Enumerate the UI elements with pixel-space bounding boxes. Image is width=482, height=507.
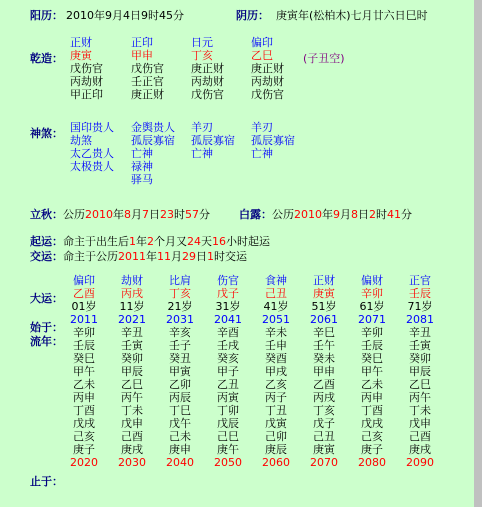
shensha-item: 驿马 (131, 173, 153, 186)
shisui-label: 始于： (30, 321, 63, 334)
jiaoyun-year: 2011 (118, 250, 146, 263)
liunian-item: 乙酉 (313, 378, 335, 391)
qiyun-years: 1 (129, 235, 136, 248)
liunian-item: 辛卯 (361, 326, 383, 339)
shensha-item: 亡神 (191, 147, 213, 160)
dayun-end: 2050 (214, 456, 242, 469)
bailu-label: 白露： (239, 208, 272, 221)
qiyun-hours: 16 (212, 235, 226, 248)
text: 公历 (272, 208, 294, 221)
dayun-stem: 戊子 (217, 287, 239, 300)
bailu-min: 41 (387, 208, 401, 221)
liunian-item: 癸巳 (361, 352, 383, 365)
text: 日 (358, 208, 369, 221)
pillar-hidden: 戊伤官 (191, 88, 224, 101)
dayun-god: 偏财 (361, 274, 383, 287)
pillar-column (131, 36, 164, 101)
dayun-end: 2070 (310, 456, 338, 469)
pillar-hidden: 戊伤官 (131, 62, 164, 75)
dayun-label: 大运： (30, 292, 63, 305)
dayun-column (110, 274, 154, 469)
jiaoyun-day: 29 (182, 250, 196, 263)
liunian-item: 庚戌 (409, 443, 431, 456)
liunian-item: 甲寅 (169, 365, 191, 378)
liunian-item: 癸卯 (409, 352, 431, 365)
liunian-item: 戊午 (169, 417, 191, 430)
liunian-item: 庚午 (217, 443, 239, 456)
liqiu-min: 57 (185, 208, 199, 221)
text: 天 (201, 235, 212, 248)
liunian-item: 丁未 (121, 404, 143, 417)
scrollbar[interactable] (474, 0, 482, 507)
dayun-stem: 庚寅 (313, 287, 335, 300)
liunian-item: 丙子 (265, 391, 287, 404)
text: 时交运 (214, 250, 247, 263)
liunian-label: 流年： (30, 335, 63, 348)
qiyun-days: 24 (187, 235, 201, 248)
text: 日 (149, 208, 160, 221)
dayun-god: 正财 (313, 274, 335, 287)
pillar-hidden: 庚正财 (131, 88, 164, 101)
text: 时 (174, 208, 185, 221)
liunian-item: 乙亥 (265, 378, 287, 391)
text: 分 (199, 208, 210, 221)
dayun-column (62, 274, 106, 469)
liunian-item: 庚子 (361, 443, 383, 456)
liunian-item: 乙卯 (169, 378, 191, 391)
shensha-label: 神煞： (30, 127, 63, 140)
dayun-stem: 丁亥 (169, 287, 191, 300)
liqiu-day: 7 (142, 208, 149, 221)
dayun-column (254, 274, 298, 469)
liunian-item: 癸未 (313, 352, 335, 365)
text: 分 (401, 208, 412, 221)
dayun-column (350, 274, 394, 469)
dayun-age: 61岁 (359, 300, 385, 313)
dayun-age: 11岁 (119, 300, 145, 313)
liunian-item: 己亥 (73, 430, 95, 443)
liqiu-row (30, 206, 210, 222)
liunian-item: 壬寅 (409, 339, 431, 352)
liunian-item: 丙戌 (313, 391, 335, 404)
pillar-hidden: 戊伤官 (251, 88, 284, 101)
liunian-item: 丙申 (361, 391, 383, 404)
dayun-end: 2090 (406, 456, 434, 469)
dayun-stem: 己丑 (265, 287, 287, 300)
pillar-hidden: 丙劫财 (70, 75, 103, 88)
shensha-item: 孤辰寡宿 (131, 134, 175, 147)
liunian-item: 丙辰 (169, 391, 191, 404)
text: 命主于公历 (63, 250, 118, 263)
pillar-hidden: 丙劫财 (191, 75, 224, 88)
pillar-stem: 丁亥 (191, 49, 213, 62)
dayun-god: 正官 (409, 274, 431, 287)
text: 公历 (63, 208, 85, 221)
dayun-god: 食神 (265, 274, 287, 287)
text: 月 (340, 208, 351, 221)
liunian-item: 壬午 (313, 339, 335, 352)
liunian-item: 辛卯 (73, 326, 95, 339)
zhiyu-label: 止于： (30, 475, 63, 488)
pillar-god: 正财 (70, 36, 92, 49)
liunian-item: 己酉 (121, 430, 143, 443)
shensha-item: 羊刃 (251, 121, 273, 134)
shensha-item: 劫煞 (70, 134, 92, 147)
liunian-item: 甲辰 (409, 365, 431, 378)
shensha-item: 孤辰寡宿 (251, 134, 295, 147)
dayun-column (302, 274, 346, 469)
dayun-start: 2031 (166, 313, 194, 326)
shensha-item: 国印贵人 (70, 121, 114, 134)
liunian-item: 丁卯 (217, 404, 239, 417)
qiyun-label: 起运： (30, 235, 63, 248)
liunian-item: 辛巳 (313, 326, 335, 339)
dayun-stem: 壬辰 (409, 287, 431, 300)
liunian-item: 庚戌 (121, 443, 143, 456)
pillar-hidden: 戊伤官 (70, 62, 103, 75)
liunian-item: 戊戌 (73, 417, 95, 430)
liunian-item: 庚申 (169, 443, 191, 456)
bailu-year: 2010 (294, 208, 322, 221)
qiyun-row (30, 233, 270, 249)
lunar-label: 阴历： (236, 9, 269, 22)
dayun-age: 41岁 (263, 300, 289, 313)
jiaoyun-row (30, 248, 247, 264)
dayun-column (206, 274, 250, 469)
lunar-value: 庚寅年(松柏木)七月廿六日巳时 (276, 9, 428, 22)
liunian-item: 戊辰 (217, 417, 239, 430)
dayun-stem: 丙戌 (121, 287, 143, 300)
shensha-item: 亡神 (131, 147, 153, 160)
liunian-item: 戊寅 (265, 417, 287, 430)
text: 命主于出生后 (63, 235, 129, 248)
dayun-age: 31岁 (215, 300, 241, 313)
pillar-god: 正印 (131, 36, 153, 49)
shensha-item: 羊刃 (191, 121, 213, 134)
liunian-item: 甲辰 (121, 365, 143, 378)
dayun-god: 比肩 (169, 274, 191, 287)
dayun-age: 51岁 (311, 300, 337, 313)
pillar-hidden: 壬正官 (131, 75, 164, 88)
liunian-item: 丁酉 (361, 404, 383, 417)
pillar-stem: 甲申 (131, 49, 153, 62)
pillar-hidden: 甲正印 (70, 88, 103, 101)
dayun-stem: 乙酉 (73, 287, 95, 300)
liunian-item: 己亥 (361, 430, 383, 443)
liunian-item: 丙申 (73, 391, 95, 404)
liunian-item: 甲午 (73, 365, 95, 378)
liunian-item: 癸巳 (73, 352, 95, 365)
text: 个月又 (154, 235, 187, 248)
text: 年 (146, 250, 157, 263)
liqiu-month: 8 (124, 208, 131, 221)
liunian-item: 丙午 (121, 391, 143, 404)
liunian-item: 癸丑 (169, 352, 191, 365)
liunian-item: 戊申 (121, 417, 143, 430)
liunian-item: 丁未 (409, 404, 431, 417)
dayun-end: 2020 (70, 456, 98, 469)
liunian-item: 甲戌 (265, 365, 287, 378)
liunian-item: 辛亥 (169, 326, 191, 339)
liunian-item: 癸卯 (121, 352, 143, 365)
dayun-age: 71岁 (407, 300, 433, 313)
liunian-item: 丁亥 (313, 404, 335, 417)
dayun-start: 2061 (310, 313, 338, 326)
pillar-column (191, 36, 224, 101)
liunian-item: 甲午 (361, 365, 383, 378)
shensha-item: 太乙贵人 (70, 147, 114, 160)
dayun-god: 偏印 (73, 274, 95, 287)
text: 小时起运 (226, 235, 270, 248)
pillar-god: 偏印 (251, 36, 273, 49)
dayun-start: 2011 (70, 313, 98, 326)
shensha-item: 亡神 (251, 147, 273, 160)
pillar-hidden: 丙劫财 (251, 75, 284, 88)
dayun-start: 2051 (262, 313, 290, 326)
liunian-item: 辛未 (265, 326, 287, 339)
pillar-god: 日元 (191, 36, 213, 49)
shensha-column (131, 121, 175, 186)
liunian-item: 己丑 (313, 430, 335, 443)
bailu-hour: 2 (369, 208, 376, 221)
shensha-item: 禄神 (131, 160, 153, 173)
liunian-item: 丙午 (409, 391, 431, 404)
dayun-start: 2021 (118, 313, 146, 326)
kongwang: (子丑空) (303, 52, 345, 65)
liunian-item: 甲申 (313, 365, 335, 378)
qiyun-months: 2 (147, 235, 154, 248)
text: 时 (376, 208, 387, 221)
dayun-end: 2080 (358, 456, 386, 469)
liunian-item: 辛丑 (409, 326, 431, 339)
liunian-item: 戊子 (313, 417, 335, 430)
shensha-item: 孤辰寡宿 (191, 134, 235, 147)
dayun-end: 2040 (166, 456, 194, 469)
liunian-item: 己巳 (217, 430, 239, 443)
liunian-item: 乙巳 (409, 378, 431, 391)
dayun-god: 伤官 (217, 274, 239, 287)
liunian-item: 戊申 (409, 417, 431, 430)
header-bar (0, 0, 482, 28)
liunian-item: 辛酉 (217, 326, 239, 339)
qianzao-label: 乾造： (30, 52, 63, 65)
shensha-item: 太极贵人 (70, 160, 114, 173)
liunian-item: 壬子 (169, 339, 191, 352)
dayun-end: 2030 (118, 456, 146, 469)
dayun-start: 2071 (358, 313, 386, 326)
pillar-stem: 庚寅 (70, 49, 92, 62)
text: 年 (322, 208, 333, 221)
pillar-hidden: 庚正财 (191, 62, 224, 75)
shensha-column (70, 121, 114, 173)
liqiu-year: 2010 (85, 208, 113, 221)
dayun-stem: 辛卯 (361, 287, 383, 300)
liunian-item: 戊戌 (361, 417, 383, 430)
liunian-item: 壬辰 (73, 339, 95, 352)
liunian-item: 己卯 (265, 430, 287, 443)
solar-label: 阳历： (30, 9, 63, 22)
liunian-item: 丁巳 (169, 404, 191, 417)
text: 日 (196, 250, 207, 263)
dayun-column (398, 274, 442, 469)
dayun-column (158, 274, 202, 469)
pillar-column (251, 36, 284, 101)
liunian-item: 壬寅 (121, 339, 143, 352)
pillar-column (70, 36, 103, 101)
shensha-column (191, 121, 235, 160)
jiaoyun-month: 11 (157, 250, 171, 263)
jiaoyun-hour: 1 (207, 250, 214, 263)
text: 月 (171, 250, 182, 263)
liunian-item: 己酉 (409, 430, 431, 443)
bailu-month: 9 (333, 208, 340, 221)
liqiu-hour: 23 (160, 208, 174, 221)
liunian-item: 壬戌 (217, 339, 239, 352)
liunian-item: 癸亥 (217, 352, 239, 365)
bailu-day: 8 (351, 208, 358, 221)
text: 年 (136, 235, 147, 248)
liunian-item: 癸酉 (265, 352, 287, 365)
pillar-stem: 乙巳 (251, 49, 273, 62)
jiaoyun-label: 交运： (30, 250, 63, 263)
dayun-start: 2081 (406, 313, 434, 326)
liunian-item: 壬申 (265, 339, 287, 352)
liunian-item: 丁酉 (73, 404, 95, 417)
dayun-god: 劫财 (121, 274, 143, 287)
solar-value: 2010年9月4日9时45分 (66, 9, 184, 22)
dayun-end: 2060 (262, 456, 290, 469)
liunian-item: 乙未 (361, 378, 383, 391)
dayun-start: 2041 (214, 313, 242, 326)
liunian-item: 庚辰 (265, 443, 287, 456)
dayun-age: 21岁 (167, 300, 193, 313)
liunian-item: 甲子 (217, 365, 239, 378)
pillar-hidden: 庚正财 (251, 62, 284, 75)
text: 月 (131, 208, 142, 221)
liunian-item: 庚寅 (313, 443, 335, 456)
liqiu-label: 立秋： (30, 208, 63, 221)
liunian-item: 辛丑 (121, 326, 143, 339)
bailu-row (239, 206, 412, 222)
text: 年 (113, 208, 124, 221)
dayun-age: 01岁 (71, 300, 97, 313)
liunian-item: 丁丑 (265, 404, 287, 417)
liunian-item: 庚子 (73, 443, 95, 456)
liunian-item: 壬辰 (361, 339, 383, 352)
liunian-item: 己未 (169, 430, 191, 443)
liunian-item: 乙未 (73, 378, 95, 391)
shensha-item: 金舆贵人 (131, 121, 175, 134)
liunian-item: 乙丑 (217, 378, 239, 391)
liunian-item: 丙寅 (217, 391, 239, 404)
shensha-column (251, 121, 295, 160)
liunian-item: 乙巳 (121, 378, 143, 391)
